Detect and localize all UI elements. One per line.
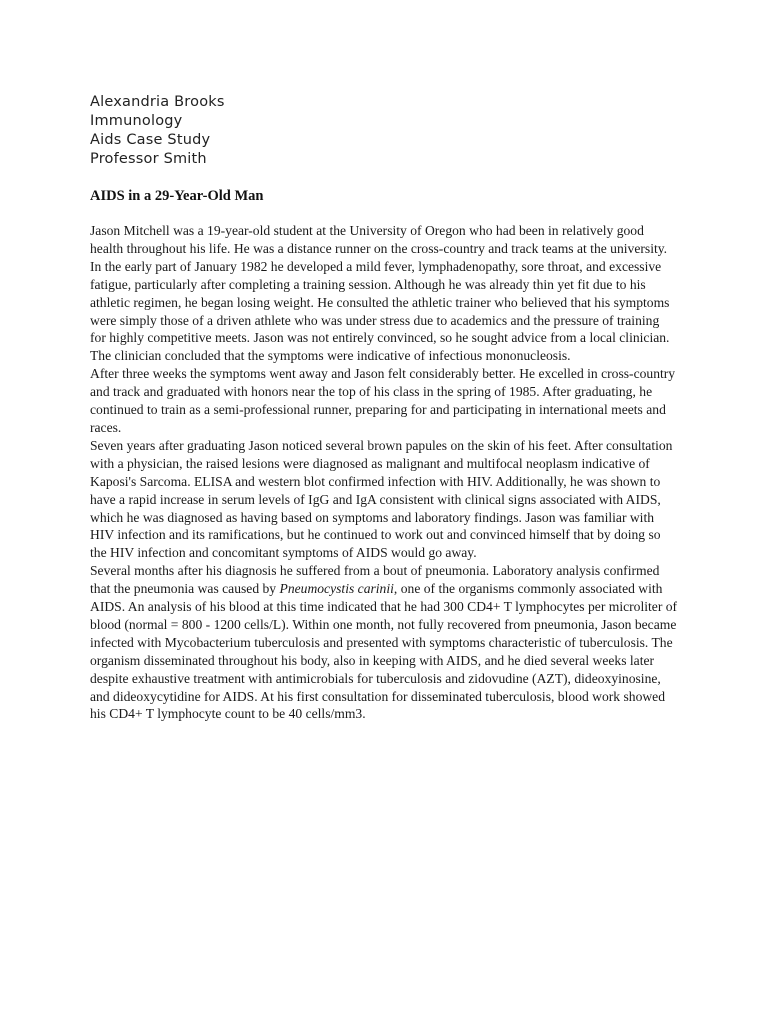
document-body [90,222,678,723]
paragraph-4 [90,562,678,723]
paragraph-2: After three weeks the symptoms went away and Jason felt considerably better. He excelled in cross-country and track and graduated with honors near the top of his class in the spring of 1985. After graduating, he continued to train as a semi-professional runner, preparing for and participating in international meets and races. [90,366,676,435]
assignment-name: Aids Case Study [90,132,211,148]
organism-name-italic: Pneumocystis carinii [279,581,394,597]
paragraph-3: Seven years after graduating Jason noticed several brown papules on the skin of his feet. After consultation with a physician, the raised lesions were diagnosed as malignant and multifocal neoplasm indicative of Kaposi's Sarcoma. ELISA and western blot confirmed infection with HIV. Additionally, he was shown to have a rapid increase in serum levels of IgG and IgA consistent with clinical signs associated with AIDS, which he was diagnosed as having based on symptoms and laboratory findings. Jason was familiar with HIV infection and its ramifications, but he continued to work out and convinced himself that by doing so the HIV infection and concomitant symptoms of AIDS would go away. [90,437,673,561]
professor-name: Professor Smith [90,151,207,167]
course-name: Immunology [90,113,183,129]
document-title: AIDS in a 29-Year-Old Man [90,188,264,204]
paragraph-1: Jason Mitchell was a 19-year-old student at the University of Oregon who had been in relatively good health throughout his life. He was a distance runner on the cross-country and track teams at the university. In the early part of January 1982 he developed a mild fever, lymphadenopathy, sore throat, and excessive fatigue, particularly after completing a training session. Although he was already thin yet fit due to his athletic regimen, he began losing weight. He consulted the athletic trainer who believed that his symptoms were simply those of a driven athlete who was under stress due to academics and the pressure of training for highly competitive meets. Jason was not entirely convinced, so he sought advice from a local clinician. The clinician concluded that the symptoms were indicative of infectious mononucleosis. [90,223,670,364]
author-name: Alexandria Brooks [90,94,225,110]
header-block [90,93,225,169]
paragraph-4-part-2: , one of the organisms commonly associated with AIDS. An analysis of his blood at this time indicated that he had 300 CD4+ T lymphocytes per microliter of blood (normal = 800 - 1200 cells/L). Within one month, not fully recovered from pneumonia, Jason became infected with Mycobacterium tuberculosis and presented with symptoms characteristic of tuberculosis. The organism disseminated throughout his body, also in keeping with AIDS, and he died several weeks later despite exhaustive treatment with antimicrobials for tuberculosis and zidovudine (AZT), dideoxyinosine, and dideoxycytidine for AIDS. At his first consultation for disseminated tuberculosis, blood work showed his CD4+ T lymphocyte count to be 40 cells/mm3. [90,581,678,722]
paragraph-4-part-1: Several months after his diagnosis he suffered from a bout of pneumonia. Laboratory analysis confirmed that the pneumonia was caused by [90,563,660,597]
